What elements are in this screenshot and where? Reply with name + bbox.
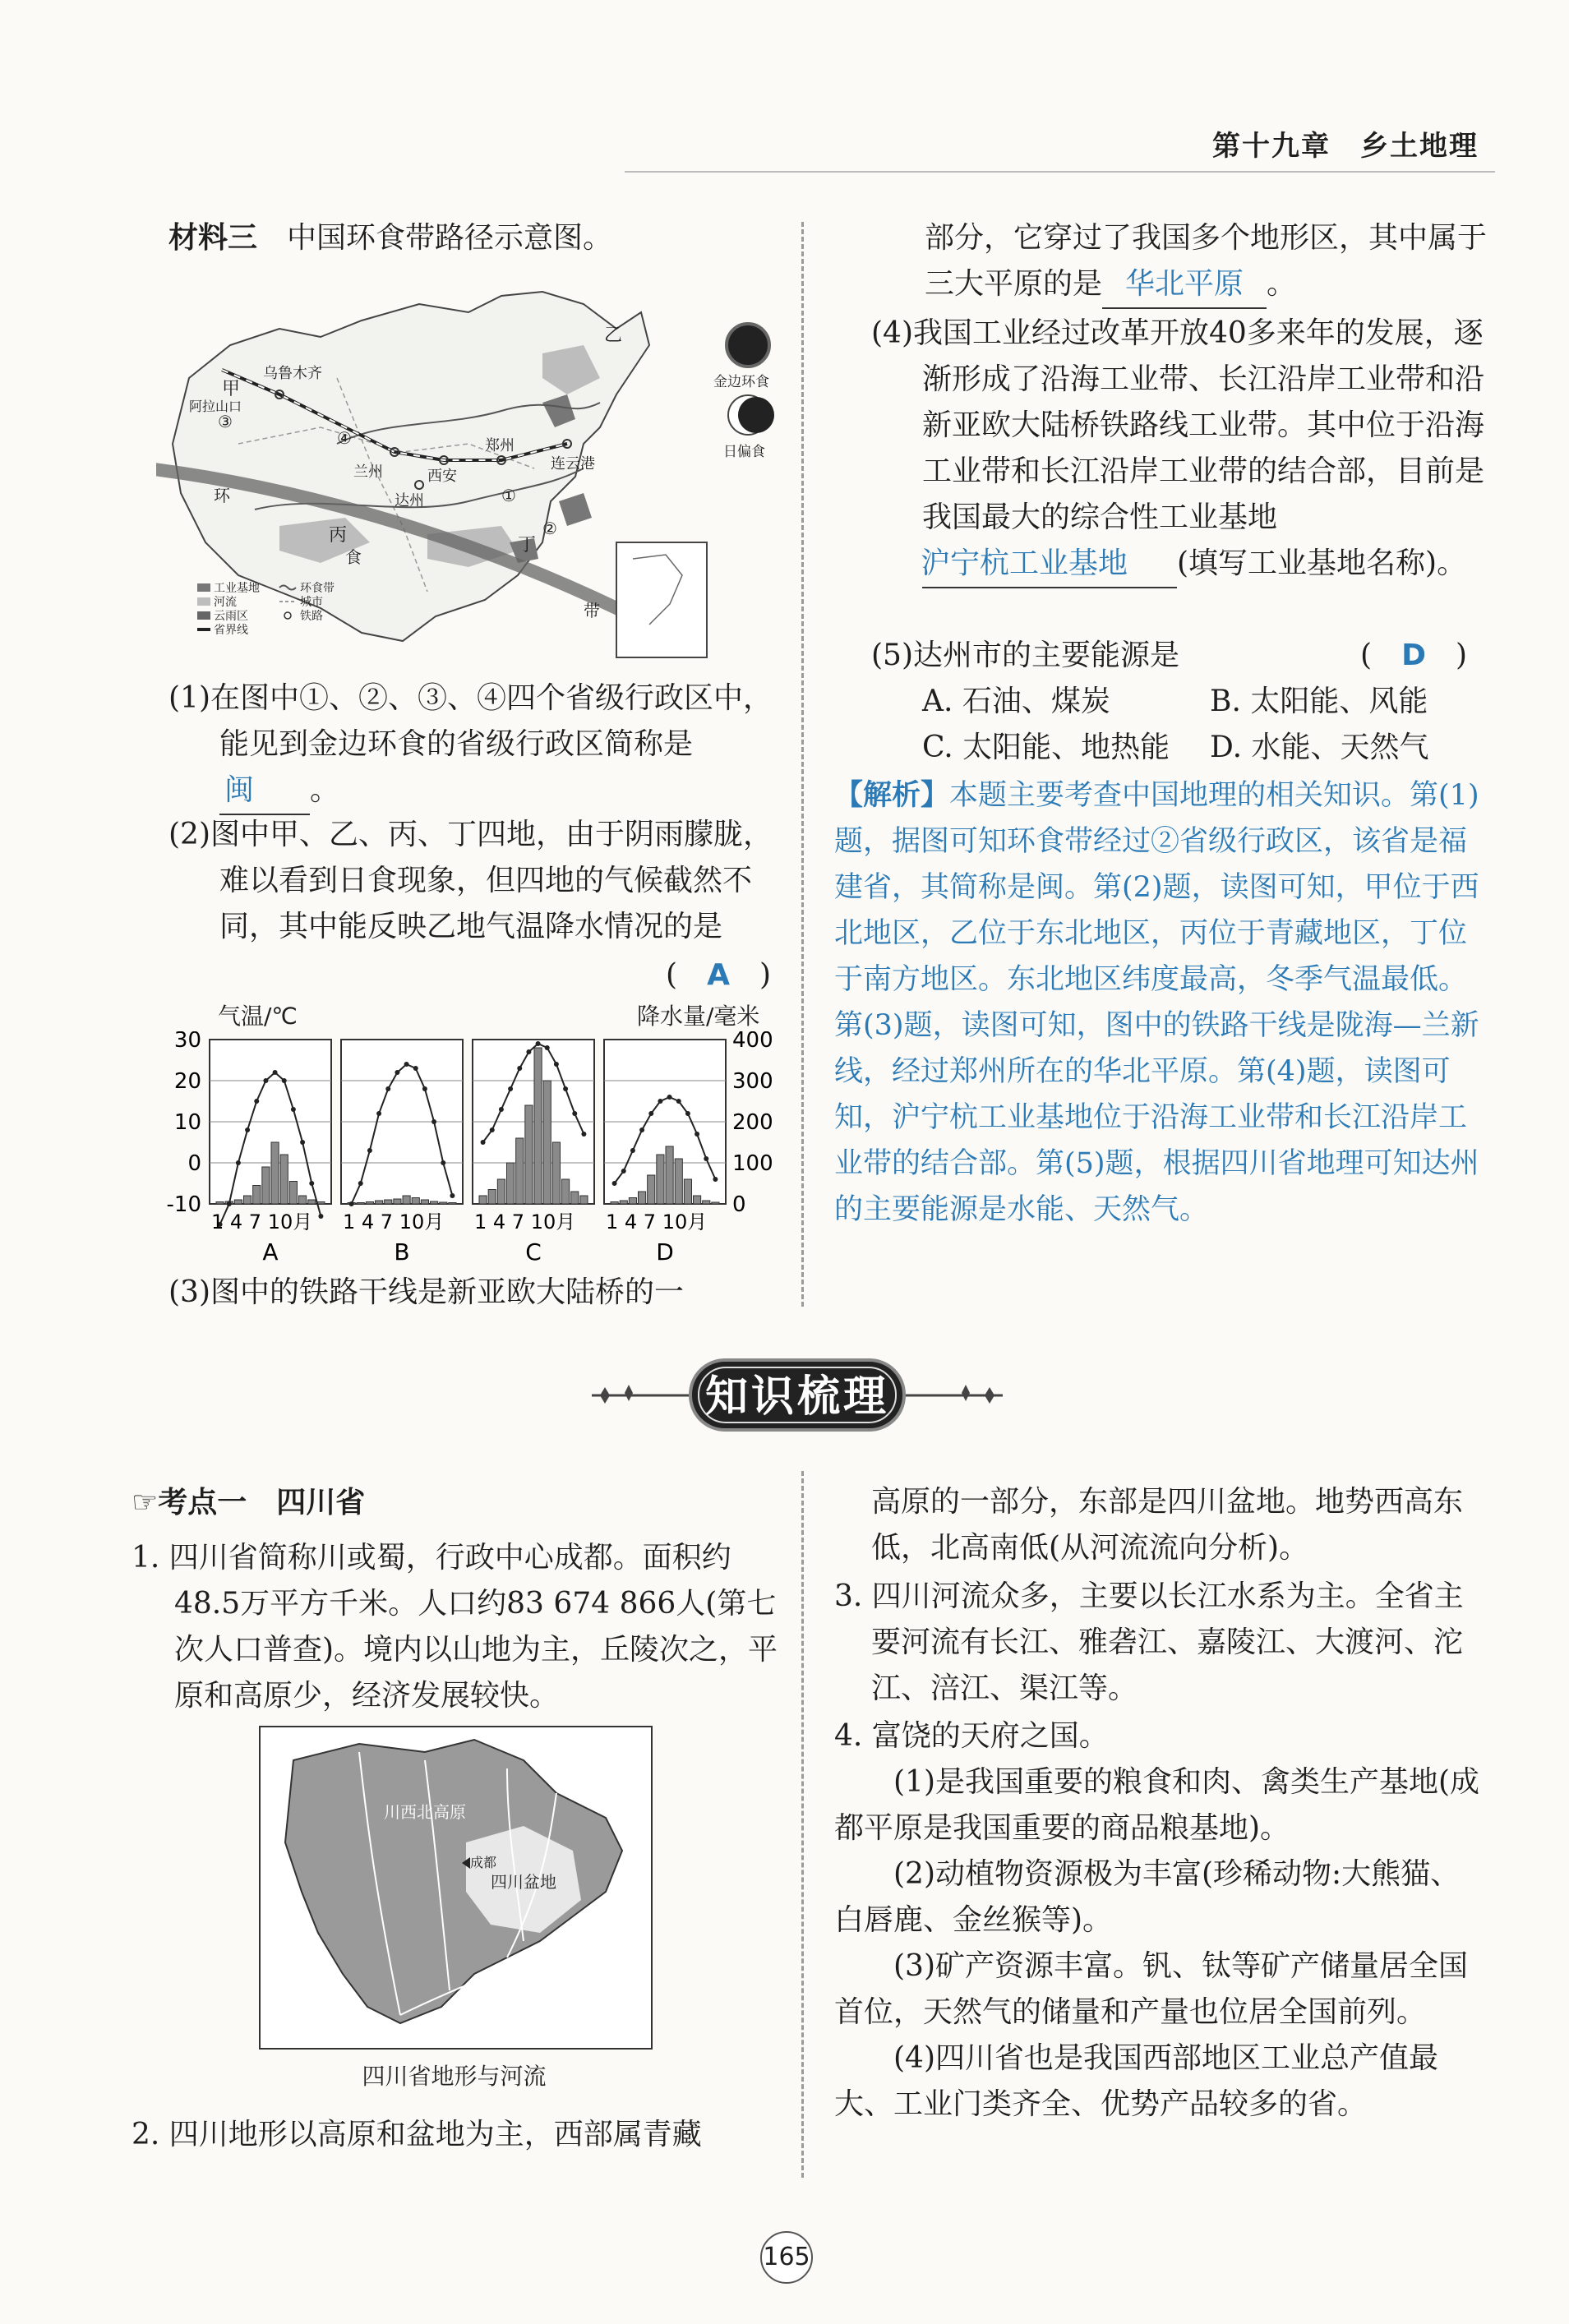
temp-point — [431, 1119, 436, 1124]
precip-bar — [431, 1201, 438, 1204]
precip-bar — [712, 1202, 719, 1204]
precip-bar — [620, 1201, 627, 1204]
precip-bar — [684, 1179, 691, 1204]
temp-point — [612, 1181, 617, 1186]
q3-text-left: (3)图中的铁路干线是新亚欧大陆桥的一 — [168, 1275, 684, 1309]
temp-point — [367, 1148, 372, 1153]
precip-bar — [611, 1202, 618, 1205]
precip-bar — [543, 1081, 551, 1204]
temp-point — [273, 1070, 278, 1075]
precip-bar — [262, 1167, 270, 1204]
q5-option-c: C. 太阳能、地热能 — [922, 731, 1170, 764]
map-label-bing: 丙 — [329, 525, 348, 546]
temp-point — [545, 1045, 550, 1050]
kp1-item2-left: 2. 四川地形以高原和盆地为主，西部属青藏 — [132, 2118, 702, 2151]
sichuan-map-caption: 四川省地形与河流 — [362, 2063, 547, 2090]
temp-point — [563, 1086, 568, 1091]
q2-paren-close: ) — [759, 958, 771, 992]
q2-paren-open: ( — [666, 958, 678, 992]
temp-point — [508, 1086, 513, 1091]
map-label-xian: 西安 — [427, 468, 457, 485]
precip-bar — [376, 1201, 383, 1204]
temp-point — [639, 1127, 644, 1132]
annular-eclipse-icon — [727, 324, 769, 367]
temp-tick-label: -10 — [166, 1192, 201, 1217]
month-tick-label: 1 4 7 10月 — [211, 1210, 313, 1233]
map-label-lanzhou: 兰州 — [353, 463, 383, 481]
q2-answer-parens — [666, 952, 771, 994]
month-tick-label: 1 4 7 10月 — [343, 1210, 445, 1233]
climate-panel-name: B — [394, 1238, 410, 1266]
map-label-jia: 甲 — [222, 379, 241, 399]
partial-eclipse-shadow — [738, 397, 774, 433]
map-label-shi: 食 — [345, 547, 362, 567]
temp-point — [309, 1181, 314, 1186]
question-2 — [168, 812, 781, 950]
legend-city: 铁路 — [300, 610, 323, 623]
material3-label: 材料三 — [168, 221, 258, 255]
precip-bar — [648, 1175, 655, 1204]
precip-bar — [639, 1192, 646, 1204]
material3-title: 中国环食带路径示意图。 — [287, 221, 613, 255]
kp1-item3 — [834, 1574, 1488, 1712]
temp-point — [704, 1156, 708, 1161]
temp-point — [385, 1086, 390, 1091]
explanation — [834, 772, 1492, 1233]
temp-point — [658, 1099, 662, 1104]
temp-point — [499, 1107, 504, 1112]
precip-bar — [299, 1196, 307, 1204]
temp-point — [349, 1201, 354, 1206]
temp-point — [536, 1041, 541, 1046]
temp-point — [422, 1086, 427, 1091]
map-label-province-2: ② — [542, 519, 557, 538]
q1-text: (1)在图中①、②、③、④四个省级行政区中，能见到金边环食的省级行政区简称是 — [168, 681, 773, 761]
precip-bar — [289, 1182, 297, 1205]
precip-bar — [507, 1163, 515, 1204]
kp1-item4-point-3: (3)矿产资源丰富。钒、钛等矿产储量居全国首位，天然气的储量和产量也位居全国前列。 — [834, 1949, 1468, 2029]
temp-point — [667, 1095, 672, 1100]
climate-panel-name: A — [262, 1238, 279, 1266]
kp1-item2-continue — [871, 1479, 1488, 1571]
temp-tick-label: 30 — [173, 1031, 201, 1053]
temp-point — [376, 1111, 381, 1116]
kp1-item2-right: 高原的一部分，东部是四川盆地。地势西高东低，北高南低(从河流流向分析)。 — [871, 1485, 1464, 1565]
temp-point — [676, 1099, 681, 1104]
map-label-province-4: ④ — [337, 428, 352, 448]
q3-answer: 华北平原 — [1102, 261, 1267, 309]
climate-panel-name: D — [656, 1238, 674, 1266]
banner-title: 知识梳理 — [704, 1372, 889, 1422]
precip-bar — [675, 1159, 682, 1204]
kp1-pointer-icon: ☞ — [132, 1486, 159, 1519]
map-label-ding: 丁 — [518, 535, 537, 556]
legend-partial-eclipse: 日偏食 — [723, 444, 765, 460]
q4-text-after: (填写工业基地名称)。 — [1177, 546, 1467, 580]
kp1-item2-start — [132, 2112, 789, 2158]
chapter-header — [1212, 123, 1479, 164]
q4-answer: 沪宁杭工业基地 — [922, 541, 1177, 588]
q4-text: (4)我国工业经过改革开放40多来年的发展，逐渐形成了沿海工业带、长江沿岸工业带和沿新亚欧大陆桥铁路线工业带。其中位于沿海工业带和长江沿岸工业带的结合部，目前是我国最大的综合性工业基地 — [871, 316, 1485, 534]
climate-charts-svg — [160, 1031, 793, 1270]
map-label-urumqi: 乌鲁木齐 — [263, 365, 322, 382]
temp-point — [648, 1111, 653, 1116]
precip-bar — [421, 1200, 428, 1204]
material3-heading — [168, 215, 781, 261]
q5-option-d: D. 水能、天然气 — [1210, 731, 1429, 764]
precip-bar — [657, 1155, 664, 1204]
temp-tick-label: 0 — [187, 1151, 201, 1176]
temp-point — [236, 1160, 241, 1165]
temp-point — [245, 1127, 250, 1132]
temp-point — [282, 1078, 287, 1083]
page-number: 165 — [760, 2231, 813, 2284]
precip-bar — [216, 1202, 224, 1205]
map-label-alashankou: 阿拉山口 — [189, 399, 242, 414]
q5-option-a: A. 石油、煤炭 — [922, 685, 1110, 718]
precip-tick-label: 0 — [732, 1192, 746, 1217]
temp-point — [227, 1201, 232, 1206]
question-3-continue — [925, 215, 1492, 309]
legend-province-border: 城市 — [300, 596, 323, 609]
temp-point — [358, 1181, 363, 1186]
legend-annular-eclipse: 金边环食 — [713, 374, 769, 390]
legend-railway: 省界线 — [214, 624, 248, 637]
kp1-item4-point-1: (1)是我国重要的粮食和肉、禽类生产基地(成都平原是我国重要的商品粮基地)。 — [834, 1765, 1480, 1845]
precip-bar — [694, 1196, 701, 1204]
map-label-dazhou: 达州 — [395, 492, 424, 510]
question-4 — [871, 311, 1492, 588]
legend-industrial-base: 工业基地 — [214, 582, 260, 595]
precip-bar — [308, 1200, 316, 1204]
legend-river: 环食带 — [300, 582, 335, 595]
temp-point — [481, 1140, 486, 1145]
kp1-item1-text: 1. 四川省简称川或蜀，行政中心成都。面积约48.5万平方千米。人口约83 674 866人(第七次人口普查)。境内以山地为主，丘陵次之，平原和高原少，经济发展较快。 — [132, 1541, 778, 1713]
precip-bar — [525, 1105, 533, 1204]
precip-tick-label: 300 — [732, 1069, 773, 1094]
precip-bar — [366, 1202, 373, 1205]
question-1 — [168, 676, 781, 815]
south-china-sea-inset — [616, 542, 707, 657]
temp-point — [300, 1140, 305, 1145]
precip-bar — [385, 1200, 392, 1204]
precip-bar — [394, 1199, 401, 1204]
precip-bar — [580, 1196, 588, 1204]
legend-cloud-rain: 河流 — [214, 596, 237, 609]
precip-bar — [280, 1155, 288, 1204]
map-label-dai: 带 — [584, 601, 600, 620]
temp-tick-label: 20 — [173, 1069, 201, 1094]
kp1-item4-point-4: (4)四川省也是我国西部地区工业总产值最大、工业门类齐全、优势产品较多的省。 — [834, 2041, 1438, 2121]
precip-bar — [562, 1179, 570, 1204]
legend-eclipse-band: 云雨区 — [214, 610, 248, 623]
temp-point — [254, 1099, 259, 1104]
temp-point — [291, 1107, 296, 1112]
precip-bar — [497, 1179, 505, 1204]
map-label-basin: 四川盆地 — [491, 1872, 556, 1892]
map-label-lianyungang: 连云港 — [551, 455, 595, 473]
temp-point — [713, 1177, 718, 1182]
map-label-huan: 环 — [214, 486, 230, 505]
precip-axis-label: 降水量/毫米 — [637, 1003, 760, 1030]
precip-bar — [703, 1201, 710, 1204]
temp-point — [318, 1214, 323, 1219]
temp-point — [490, 1127, 495, 1132]
precip-bar — [534, 1048, 542, 1204]
temp-point — [581, 1132, 586, 1137]
precip-bar — [440, 1202, 447, 1204]
q3-text-after: 。 — [1267, 267, 1297, 301]
temp-point — [630, 1148, 635, 1153]
climate-charts — [160, 998, 793, 1270]
q2-text: (2)图中甲、乙、丙、丁四地，由于阴雨朦胧，难以看到日食现象，但四地的气候截然不同，其中能反映乙地气温降水情况的是 — [168, 818, 773, 943]
chapter-number: 第十九章 — [1212, 130, 1331, 163]
question-3-start — [168, 1270, 781, 1316]
q5-options — [871, 679, 1492, 771]
q5-text: (5)达州市的主要能源是 — [871, 639, 1179, 672]
chapter-title: 乡土地理 — [1360, 130, 1479, 163]
temp-axis-label: 气温/℃ — [218, 1003, 298, 1030]
precip-bar — [479, 1196, 487, 1204]
temp-point — [685, 1111, 690, 1116]
precip-bar — [234, 1200, 242, 1204]
question-5: (5)达州市的主要能源是 ( D ) A. 石油、煤炭 B. 太阳能、风能 C. 太阳能、地热能 D. 水能、天然气 — [871, 633, 1492, 771]
q1-text-after: 。 — [310, 773, 340, 807]
map-label-province-1: ① — [501, 486, 516, 505]
temp-point — [526, 1049, 531, 1054]
precip-bar — [629, 1198, 636, 1205]
precip-bar — [552, 1142, 560, 1204]
temp-point — [554, 1062, 559, 1067]
precip-tick-label: 400 — [732, 1031, 773, 1053]
precip-bar — [488, 1190, 496, 1205]
precip-bar — [253, 1186, 261, 1205]
temp-point — [395, 1070, 399, 1075]
industrial-base — [559, 493, 592, 526]
eclipse-path-map — [156, 279, 797, 666]
explanation-tag: 【解析】 — [834, 778, 950, 812]
temp-point — [450, 1193, 455, 1198]
precip-bar — [317, 1202, 325, 1205]
month-tick-label: 1 4 7 10月 — [606, 1210, 708, 1233]
precip-bar — [403, 1196, 410, 1204]
section-banner — [575, 1348, 1019, 1446]
temp-point — [441, 1160, 445, 1165]
precip-bar — [357, 1203, 364, 1205]
kp1-item4 — [834, 1713, 1488, 2128]
eclipse-map-svg — [156, 279, 797, 666]
q5-option-b: B. 太阳能、风能 — [1210, 685, 1428, 718]
map-label-yi: 乙 — [604, 325, 623, 346]
map-label-zhengzhou: 郑州 — [485, 437, 515, 454]
precip-bar — [244, 1196, 252, 1204]
q3-text-right: 部分，它穿过了我国多个地形区，其中属于三大平原的是 — [925, 221, 1488, 301]
temp-point — [404, 1062, 409, 1067]
sichuan-map — [259, 1726, 653, 2050]
temp-point — [572, 1111, 577, 1116]
kp1-heading — [132, 1479, 789, 1521]
temp-point — [413, 1066, 418, 1071]
sichuan-map-svg — [261, 1727, 651, 2048]
kp1-item4-title: 4. 富饶的天府之国。 — [834, 1719, 1109, 1753]
temp-point — [263, 1078, 268, 1083]
climate-panel-name: C — [525, 1238, 542, 1266]
kp1-item4-point-2: (2)动植物资源极为丰富(珍稀动物:大熊猫、白唇鹿、金丝猴等)。 — [834, 1857, 1461, 1937]
temp-point — [695, 1132, 699, 1137]
column-divider-bottom — [801, 1471, 804, 2178]
explanation-text: 本题主要考查中国地理的相关知识。第(1)题，据图可知环食带经过②省级行政区，该省是福建省，其简称是闽。第(2)题，读图可知，甲位于西北地区，乙位于东北地区，丙位于青藏地区，丁位于南方地区。东北地区纬度最高，冬季气温最低。第(3)题，读图可知，图中的铁路干线是陇海—兰新线，经过郑州所在的华北平原。第(4)题，读图可知，沪宁杭工业基地位于沿海工业带和长江沿岸工业带的结合部。第(5)题，根据四川省地理可知达州的主要能源是水能、天然气。 — [834, 779, 1479, 1226]
precip-bar — [516, 1138, 524, 1204]
temp-point — [621, 1169, 626, 1174]
precip-bar — [666, 1146, 673, 1204]
map-label-chengdu: 成都 — [470, 1855, 497, 1870]
q2-answer: A — [707, 958, 730, 992]
kp1-item1 — [132, 1535, 789, 1719]
month-tick-label: 1 4 7 10月 — [474, 1210, 576, 1233]
precip-bar — [571, 1192, 579, 1204]
precip-bar — [271, 1142, 279, 1204]
temp-tick-label: 10 — [173, 1110, 201, 1135]
map-label-province-3: ③ — [218, 412, 233, 431]
precip-bar — [449, 1203, 456, 1205]
kp1-item3-text: 3. 四川河流众多，主要以长江水系为主。全省主要河流有长江、雅砻江、嘉陵江、大渡河、沱江、涪江、渠江等。 — [834, 1579, 1464, 1705]
precip-tick-label: 200 — [732, 1110, 773, 1135]
temp-point — [517, 1066, 522, 1071]
q1-answer: 闽 — [219, 768, 310, 815]
column-divider-top — [801, 222, 804, 1307]
map-label-plateau: 川西北高原 — [384, 1802, 466, 1822]
header-rule — [625, 171, 1495, 173]
kp1-title: 考点一 四川省 — [158, 1486, 366, 1519]
precip-tick-label: 100 — [732, 1151, 773, 1176]
q5-answer: D — [1401, 639, 1426, 672]
precip-bar — [412, 1198, 419, 1205]
